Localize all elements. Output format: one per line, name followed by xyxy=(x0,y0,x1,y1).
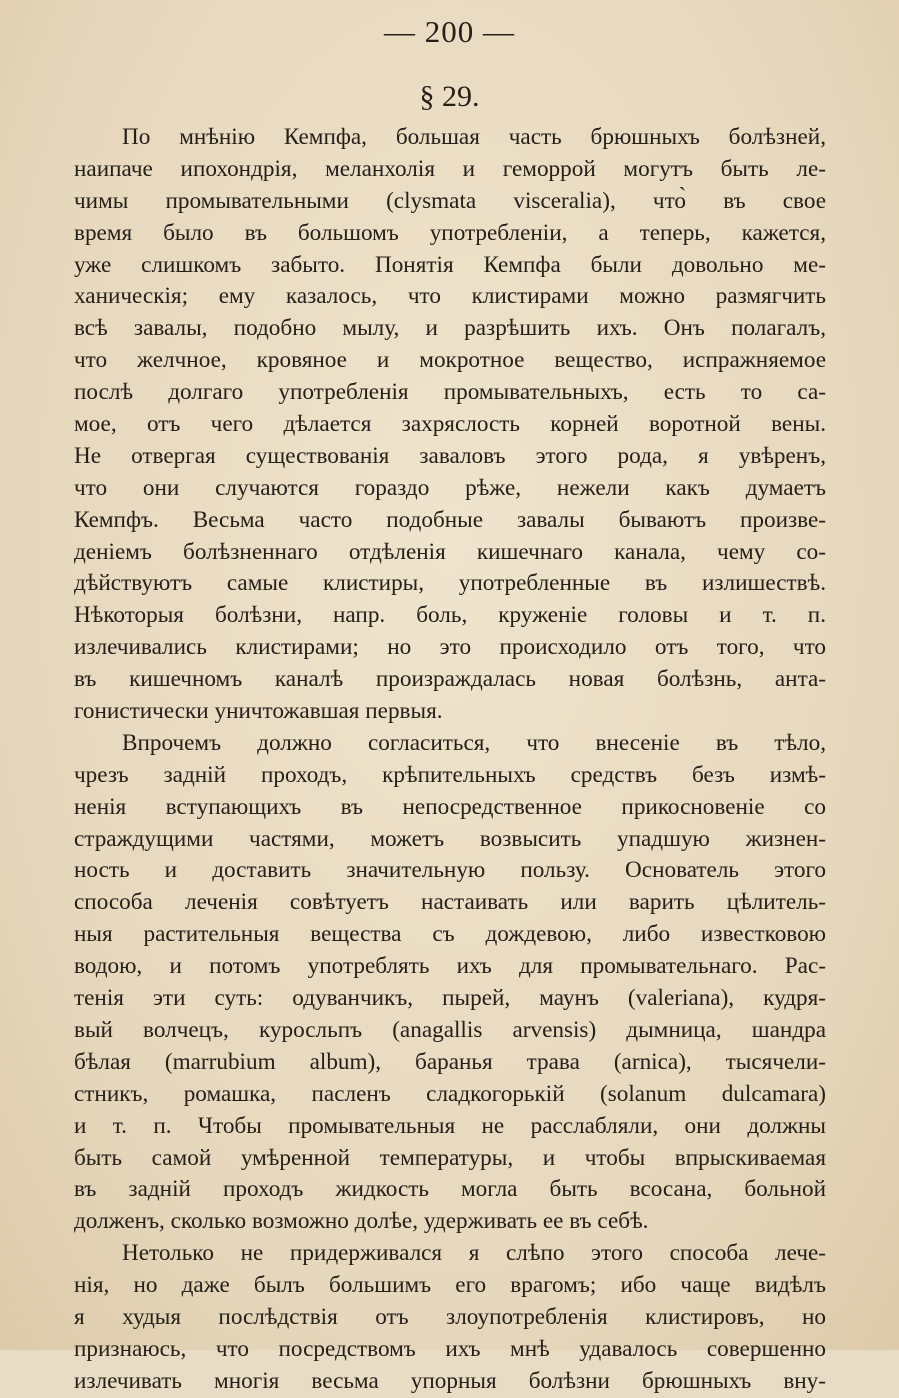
text-line: долженъ, сколько возможно долѣе, удерживать ее въ себѣ. xyxy=(74,1208,649,1235)
body-text xyxy=(74,122,826,1398)
text-line: нія, но даже былъ большимъ его врагомъ; ибо чаще видѣлъ xyxy=(74,1272,826,1299)
text-line: что желчное, кровяное и мокротное вещество, испражняемое xyxy=(74,347,826,374)
text-line: тенія эти суть: одуванчикъ, пырей, маунъ (valeriana), кудря- xyxy=(74,985,826,1012)
text-line: чимы промывательными (clysmata viscerаlia), что̀ въ свое xyxy=(74,187,826,214)
text-line: быть самой умѣренной температуры, и чтобы впрыскиваемая xyxy=(74,1144,826,1171)
text-line: Нѣкоторыя болѣзни, напр. боль, круженіе головы и т. п. xyxy=(74,602,826,629)
text-line: наипаче ипохондрія, меланхолія и геморрой могутъ быть ле- xyxy=(74,155,826,182)
text-line: Нетолько не придерживался я слѣпо этого способа лече- xyxy=(122,1240,826,1267)
text-line: излечивать многія весьма упорныя болѣзни брюшныхъ вну- xyxy=(74,1367,826,1394)
text-line: время было въ большомъ употребленіи, а теперь, кажется, xyxy=(74,219,826,246)
text-line: дѣйствуютъ самые клистиры, употребленные въ излишествѣ. xyxy=(74,570,826,597)
page-number: — 200 — xyxy=(384,14,515,49)
text-line: стникъ, ромашка, пасленъ сладкогорькій (solanum dulcamara) xyxy=(74,1080,826,1107)
text-line: страждущими частями, можетъ возвысить упадшую жизнен- xyxy=(74,825,826,852)
text-line: Кемпфъ. Весьма часто подобные завалы бываютъ произве- xyxy=(74,506,826,533)
text-line: Не отвергая существованія заваловъ этого рода, я увѣренъ, xyxy=(74,442,826,469)
text-line: По мнѣнію Кемпфа, большая часть брюшныхъ болѣзней, xyxy=(122,124,826,150)
text-line: чрезъ задній проходъ, крѣпительныхъ средствъ безъ измѣ- xyxy=(74,761,826,788)
text-line: всѣ завалы, подобно мылу, и разрѣшить ихъ. Онъ полагалъ, xyxy=(74,315,826,342)
text-line: мое, отъ чего дѣлается захряслость корней воротной вены. xyxy=(74,411,826,438)
text-line: способа леченія совѣтуетъ настаивать или варить цѣлитель- xyxy=(74,889,826,916)
text-line: ханическія; ему казалось, что клистирами можно размягчить xyxy=(74,283,826,310)
text-line: признаюсь, что посредствомъ ихъ мнѣ удавалось совершенно xyxy=(74,1335,826,1362)
text-line: ныя растительныя вещества съ дождевою, либо известковою xyxy=(74,921,826,948)
text-line: деніемъ болѣзненнаго отдѣленія кишечнаго канала, чему со- xyxy=(74,538,826,565)
section-heading: § 29. xyxy=(419,80,480,113)
text-line: уже слишкомъ забыто. Понятія Кемпфа были довольно ме- xyxy=(74,251,826,278)
text-line: послѣ долгаго употребленія промывательныхъ, есть то са- xyxy=(74,379,826,406)
text-line: и т. п. Чтобы промывательныя не расслабляли, они должны xyxy=(74,1112,826,1139)
text-line: гонистически уничтожавшая первыя. xyxy=(74,698,443,725)
text-line: вый волчецъ, куросльпъ (anagallis arvensis) дымница, шандра xyxy=(74,1016,826,1043)
text-line: въ кишечномъ каналѣ произраждалась новая болѣзнь, анта- xyxy=(74,666,826,693)
text-line: излечивались клистирами; но это происходило отъ того, что xyxy=(74,634,826,661)
text-line: ность и доставить значительную пользу. Основатель этого xyxy=(74,857,826,884)
text-line: бѣлая (marrubium album), баранья трава (arnica), тысячели- xyxy=(74,1048,826,1075)
text-line: что они случаются гораздо рѣже, нежели какъ думаетъ xyxy=(74,474,826,501)
text-line: я худыя послѣдствія отъ злоупотребленія клистировъ, но xyxy=(74,1303,826,1330)
text-line: ненія вступающихъ въ непосредственное прикосновеніе со xyxy=(74,793,826,820)
text-line: въ задній проходъ жидкость могла быть всосана, больной xyxy=(74,1176,826,1203)
text-line: Впрочемъ должно согласиться, что внесеніе въ тѣло, xyxy=(122,729,826,756)
text-line: водою, и потомъ употреблять ихъ для промывательнаго. Рас- xyxy=(74,953,826,980)
